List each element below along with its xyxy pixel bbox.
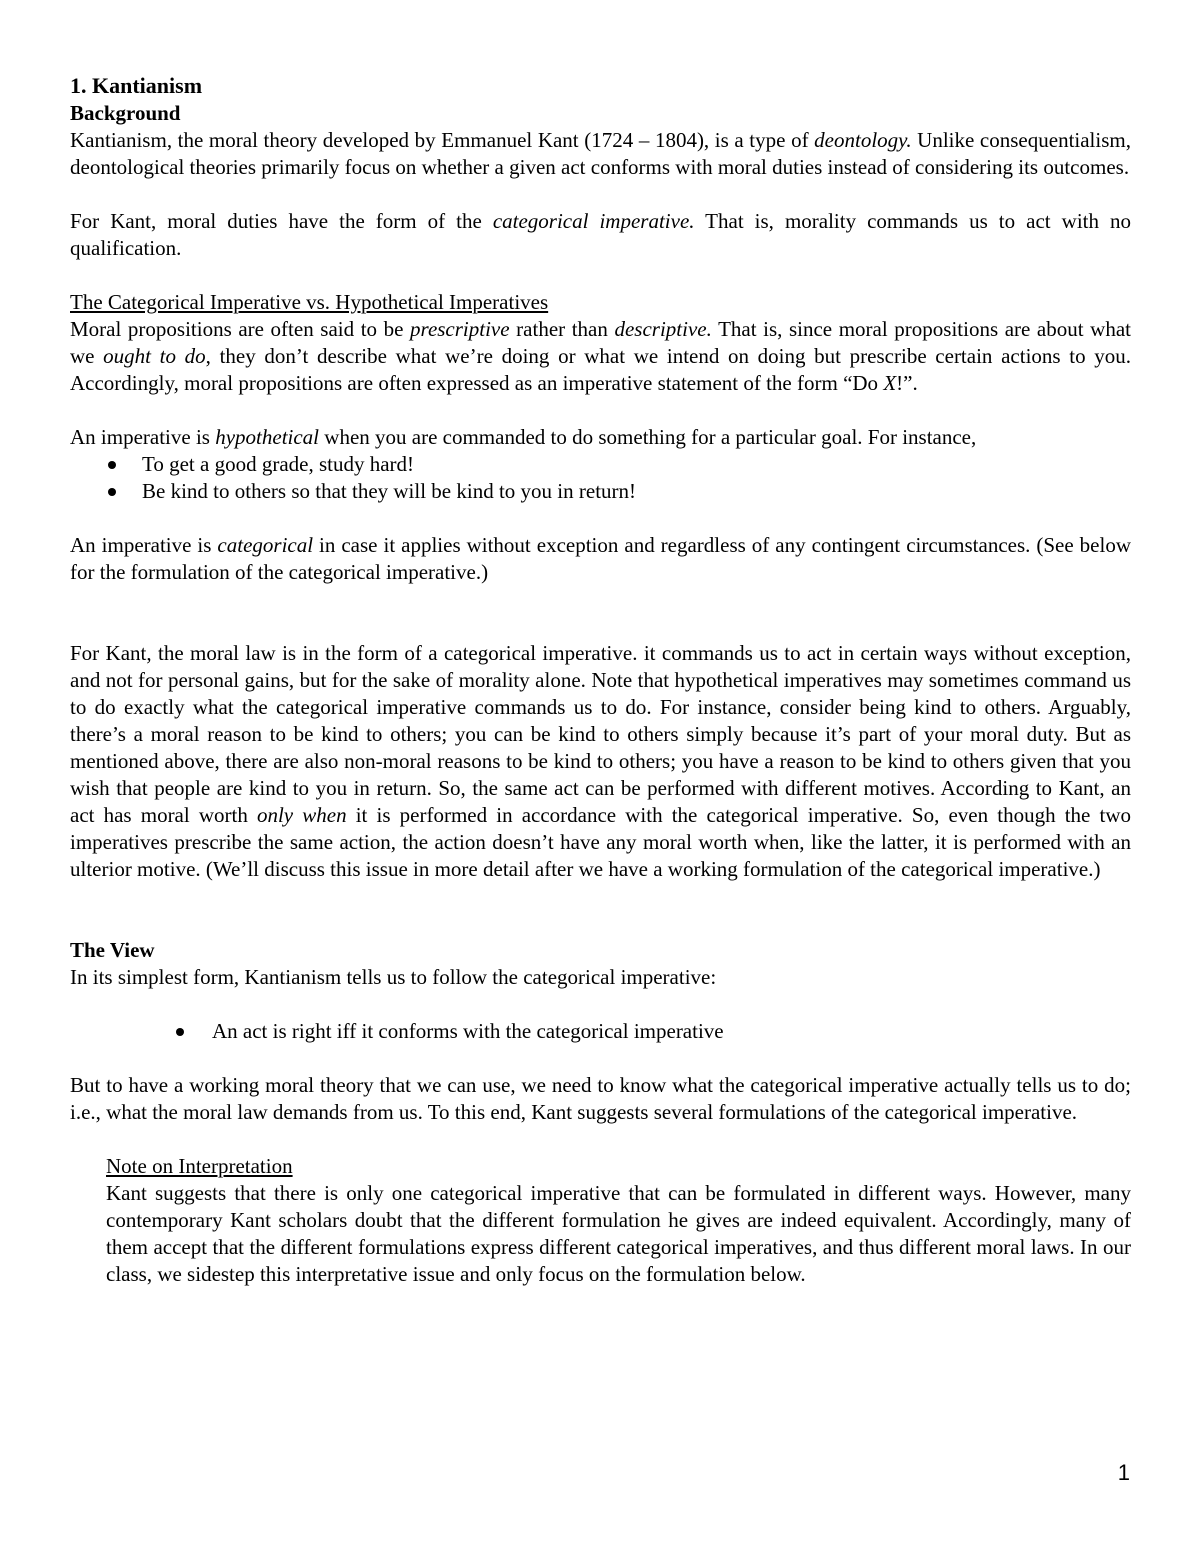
background-paragraph-2: For Kant, moral duties have the form of the categorical imperative. That is, morality commands us to act with no qualification. xyxy=(70,209,1131,260)
background-heading: Background xyxy=(70,101,181,125)
document-page xyxy=(70,72,1131,1288)
note-block xyxy=(106,1153,1131,1288)
bullet-icon xyxy=(176,1028,184,1036)
note-body: Kant suggests that there is only one categorical imperative that can be formulated in different ways. However, many contemporary Kant scholars doubt that the different formulation he gives are indeed equivalent. Accordingly, many of them accept that the different formulations express different categorical imperatives, and thus different moral laws. In our class, we sidestep this interpretative issue and only focus on the formulation below. xyxy=(106,1181,1131,1286)
categorical-paragraph: An imperative is categorical in case it applies without exception and regardless of any contingent circumstances. (See below for the formulation of the categorical imperative.) xyxy=(70,533,1131,584)
view-paragraph-2: But to have a working moral theory that we can use, we need to know what the categorical imperative actually tells us to do; i.e., what the moral law demands from us. To this end, Kant suggests several formulations of the categorical imperative. xyxy=(70,1073,1131,1124)
view-list xyxy=(70,1018,1131,1045)
note-heading: Note on Interpretation xyxy=(106,1154,293,1178)
prescriptive-paragraph: Moral propositions are often said to be prescriptive rather than descriptive. That is, since moral propositions are about what we ought to do, they don’t describe what we’re doing or what we intend on doing but prescribe certain actions to you. Accordingly, moral propositions are often expressed as an imperative statement of the form “Do X!”. xyxy=(70,317,1131,395)
page-number: 1 xyxy=(1117,1460,1130,1485)
view-paragraph-1: In its simplest form, Kantianism tells us to follow the categorical imperative: xyxy=(70,965,717,989)
background-paragraph-1: Kantianism, the moral theory developed by Emmanuel Kant (1724 – 1804), is a type of deontology. Unlike consequentialism, deontological theories primarily focus on whether a given act conforms with moral duties instead of considering its outcomes. xyxy=(70,128,1131,179)
bullet-icon xyxy=(108,488,116,496)
view-heading: The View xyxy=(70,938,155,962)
hypothetical-paragraph: An imperative is hypothetical when you are commanded to do something for a particular goal. For instance, xyxy=(70,425,977,449)
list-item: Be kind to others so that they will be kind to you in return! xyxy=(70,478,1131,505)
hypothetical-examples-list xyxy=(70,451,1131,505)
imperatives-subheading: The Categorical Imperative vs. Hypothetical Imperatives xyxy=(70,290,549,314)
list-item: An act is right iff it conforms with the categorical imperative xyxy=(70,1018,1131,1045)
list-item: To get a good grade, study hard! xyxy=(70,451,1131,478)
moral-law-paragraph: For Kant, the moral law is in the form of a categorical imperative. it commands us to act in certain ways without exception, and not for personal gains, but for the sake of morality alone. Note that hypothetical imperatives may sometimes command us to do exactly what the categorical imperative commands us to do. For instance, consider being kind to others. Arguably, there’s a moral reason to be kind to others; you can be kind to others simply because it’s part of your moral duty. But as mentioned above, there are also non-moral reasons to be kind to others; you have a reason to be kind to others given that you wish that people are kind to you in return. So, the same act can be performed with different motives. According to Kant, an act has moral worth only when it is performed in accordance with the categorical imperative. So, even though the two imperatives prescribe the same action, the action doesn’t have any moral worth when, like the latter, it is performed with an ulterior motive. (We’ll discuss this issue in more detail after we have a working formulation of the categorical imperative.) xyxy=(70,641,1132,881)
section-title: 1. Kantianism xyxy=(70,73,203,98)
bullet-icon xyxy=(108,461,116,469)
